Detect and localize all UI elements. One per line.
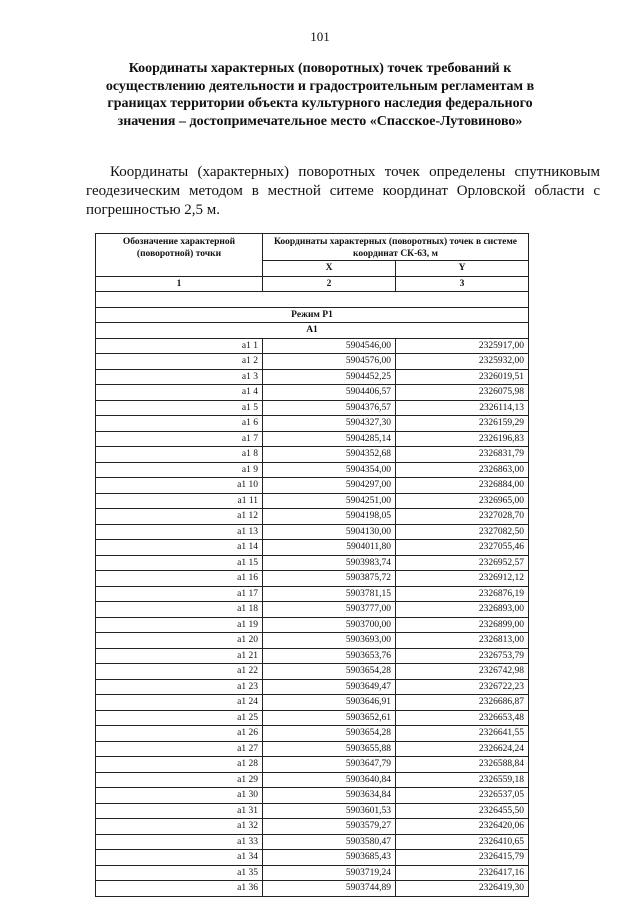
table-row (96, 509, 529, 525)
point-cell: а1 1 (96, 338, 263, 354)
y-cell: 2326455,50 (396, 803, 529, 819)
y-cell: 2325917,00 (396, 338, 529, 354)
table-row (96, 462, 529, 478)
x-cell: 5903777,00 (263, 602, 396, 618)
x-cell: 5904406,57 (263, 385, 396, 401)
x-cell: 5904251,00 (263, 493, 396, 509)
table-row (96, 850, 529, 866)
x-cell: 5903781,15 (263, 586, 396, 602)
y-cell: 2326410,65 (396, 834, 529, 850)
point-cell: а1 17 (96, 586, 263, 602)
y-cell: 2326884,00 (396, 478, 529, 494)
table-row (96, 478, 529, 494)
point-cell: а1 25 (96, 710, 263, 726)
point-cell: а1 36 (96, 881, 263, 897)
table-row (96, 726, 529, 742)
y-cell: 2326559,18 (396, 772, 529, 788)
table-row (96, 710, 529, 726)
x-cell: 5903685,43 (263, 850, 396, 866)
x-cell: 5903646,91 (263, 695, 396, 711)
header-coordinates: Координаты характерных (поворотных) точек в системе координат СК-63, м (263, 234, 529, 261)
x-cell: 5903649,47 (263, 679, 396, 695)
x-cell: 5903647,79 (263, 757, 396, 773)
table-row (96, 602, 529, 618)
x-cell: 5903580,47 (263, 834, 396, 850)
table-row (96, 834, 529, 850)
table-row (96, 757, 529, 773)
x-cell: 5903579,27 (263, 819, 396, 835)
x-cell: 5904376,57 (263, 400, 396, 416)
page-number: 101 (310, 29, 330, 44)
table-row (96, 865, 529, 881)
point-cell: а1 7 (96, 431, 263, 447)
point-cell: а1 19 (96, 617, 263, 633)
y-cell: 2326753,79 (396, 648, 529, 664)
point-cell: а1 34 (96, 850, 263, 866)
point-cell: а1 31 (96, 803, 263, 819)
y-cell: 2326641,55 (396, 726, 529, 742)
y-cell: 2326196,83 (396, 431, 529, 447)
spacer-row (96, 292, 529, 308)
intro-text: Координаты (характерных) поворотных точек определены спутниковым геодезическим методом в местной ситеме координат Орловской области с погрешностью 2,5 м. (86, 164, 600, 218)
y-cell: 2326114,13 (396, 400, 529, 416)
table-row (96, 555, 529, 571)
table-row (96, 741, 529, 757)
y-cell: 2326912,12 (396, 571, 529, 587)
table-row (96, 664, 529, 680)
table-row (96, 385, 529, 401)
y-cell: 2326952,57 (396, 555, 529, 571)
point-cell: а1 16 (96, 571, 263, 587)
x-cell: 5903654,28 (263, 664, 396, 680)
y-cell: 2327055,46 (396, 540, 529, 556)
y-cell: 2327082,50 (396, 524, 529, 540)
regime-row (96, 307, 529, 323)
point-cell: а1 33 (96, 834, 263, 850)
x-cell: 5903719,24 (263, 865, 396, 881)
column-number-2: 2 (263, 276, 396, 292)
point-cell: а1 18 (96, 602, 263, 618)
table-row (96, 648, 529, 664)
y-cell: 2326417,16 (396, 865, 529, 881)
y-cell: 2326831,79 (396, 447, 529, 463)
y-cell: 2326893,00 (396, 602, 529, 618)
table-row (96, 788, 529, 804)
y-cell: 2326813,00 (396, 633, 529, 649)
point-cell: а1 10 (96, 478, 263, 494)
table-row (96, 540, 529, 556)
x-cell: 5904198,05 (263, 509, 396, 525)
x-cell: 5904297,00 (263, 478, 396, 494)
y-cell: 2326420,06 (396, 819, 529, 835)
x-cell: 5904352,68 (263, 447, 396, 463)
header-point-designation: Обозначение характерной (поворотной) точки (96, 234, 263, 277)
y-cell: 2326588,84 (396, 757, 529, 773)
table-row (96, 772, 529, 788)
y-cell: 2326415,79 (396, 850, 529, 866)
point-cell: а1 13 (96, 524, 263, 540)
y-cell: 2326419,30 (396, 881, 529, 897)
regime-label: Режим Р1 (96, 307, 529, 323)
x-cell: 5903634,84 (263, 788, 396, 804)
table-row (96, 571, 529, 587)
point-cell: а1 21 (96, 648, 263, 664)
point-cell: а1 14 (96, 540, 263, 556)
x-cell: 5904546,00 (263, 338, 396, 354)
table-row (96, 400, 529, 416)
header-y: Y (396, 261, 529, 277)
x-cell: 5903655,88 (263, 741, 396, 757)
table-row (96, 803, 529, 819)
point-cell: а1 4 (96, 385, 263, 401)
point-cell: а1 35 (96, 865, 263, 881)
point-cell: а1 11 (96, 493, 263, 509)
point-cell: а1 20 (96, 633, 263, 649)
point-cell: а1 30 (96, 788, 263, 804)
y-cell: 2326686,87 (396, 695, 529, 711)
table-row (96, 431, 529, 447)
y-cell: 2326722,23 (396, 679, 529, 695)
x-cell: 5903983,74 (263, 555, 396, 571)
table-row (96, 338, 529, 354)
y-cell: 2327028,70 (396, 509, 529, 525)
point-cell: а1 5 (96, 400, 263, 416)
point-cell: а1 12 (96, 509, 263, 525)
y-cell: 2326653,48 (396, 710, 529, 726)
point-cell: а1 23 (96, 679, 263, 695)
x-cell: 5904327,30 (263, 416, 396, 432)
x-cell: 5903601,53 (263, 803, 396, 819)
x-cell: 5904011,80 (263, 540, 396, 556)
y-cell: 2326876,19 (396, 586, 529, 602)
point-cell: а1 24 (96, 695, 263, 711)
table-row (96, 819, 529, 835)
table-row (96, 679, 529, 695)
y-cell: 2325932,00 (396, 354, 529, 370)
y-cell: 2326899,00 (396, 617, 529, 633)
table-row (96, 524, 529, 540)
x-cell: 5903700,00 (263, 617, 396, 633)
point-cell: а1 6 (96, 416, 263, 432)
y-cell: 2326075,98 (396, 385, 529, 401)
x-cell: 5904130,00 (263, 524, 396, 540)
x-cell: 5904354,00 (263, 462, 396, 478)
intro-paragraph (86, 163, 600, 220)
table-row (96, 617, 529, 633)
table-row (96, 416, 529, 432)
point-cell: а1 2 (96, 354, 263, 370)
x-cell: 5903652,61 (263, 710, 396, 726)
point-cell: а1 3 (96, 369, 263, 385)
y-cell: 2326624,24 (396, 741, 529, 757)
table-row (96, 447, 529, 463)
y-cell: 2326159,29 (396, 416, 529, 432)
point-cell: а1 9 (96, 462, 263, 478)
x-cell: 5904576,00 (263, 354, 396, 370)
x-cell: 5903654,28 (263, 726, 396, 742)
y-cell: 2326965,00 (396, 493, 529, 509)
x-cell: 5903640,84 (263, 772, 396, 788)
zone-label: А1 (96, 323, 529, 339)
point-cell: а1 28 (96, 757, 263, 773)
coordinates-table (95, 233, 529, 897)
table-row (96, 633, 529, 649)
y-cell: 2326537,05 (396, 788, 529, 804)
column-number-1: 1 (96, 276, 263, 292)
y-cell: 2326742,98 (396, 664, 529, 680)
table-row (96, 354, 529, 370)
y-cell: 2326863,00 (396, 462, 529, 478)
x-cell: 5904285,14 (263, 431, 396, 447)
header-x: X (263, 261, 396, 277)
point-cell: а1 26 (96, 726, 263, 742)
x-cell: 5903653,76 (263, 648, 396, 664)
point-cell: а1 27 (96, 741, 263, 757)
point-cell: а1 29 (96, 772, 263, 788)
zone-row (96, 323, 529, 339)
column-number-3: 3 (396, 276, 529, 292)
x-cell: 5904452,25 (263, 369, 396, 385)
x-cell: 5903875,72 (263, 571, 396, 587)
table-row (96, 881, 529, 897)
point-cell: а1 22 (96, 664, 263, 680)
x-cell: 5903693,00 (263, 633, 396, 649)
coordinates-table-body (96, 292, 529, 897)
table-row (96, 369, 529, 385)
point-cell: а1 8 (96, 447, 263, 463)
y-cell: 2326019,51 (396, 369, 529, 385)
table-row (96, 695, 529, 711)
table-row (96, 586, 529, 602)
point-cell: а1 32 (96, 819, 263, 835)
table-row (96, 493, 529, 509)
document-title: Координаты характерных (поворотных) точек требований к осуществлению деятельности и градостроительным регламентам в границах территории объекта культурного наследия федерального значения – достопримечательное место «Спасское-Лутовиново» (105, 61, 535, 129)
point-cell: а1 15 (96, 555, 263, 571)
x-cell: 5903744,89 (263, 881, 396, 897)
